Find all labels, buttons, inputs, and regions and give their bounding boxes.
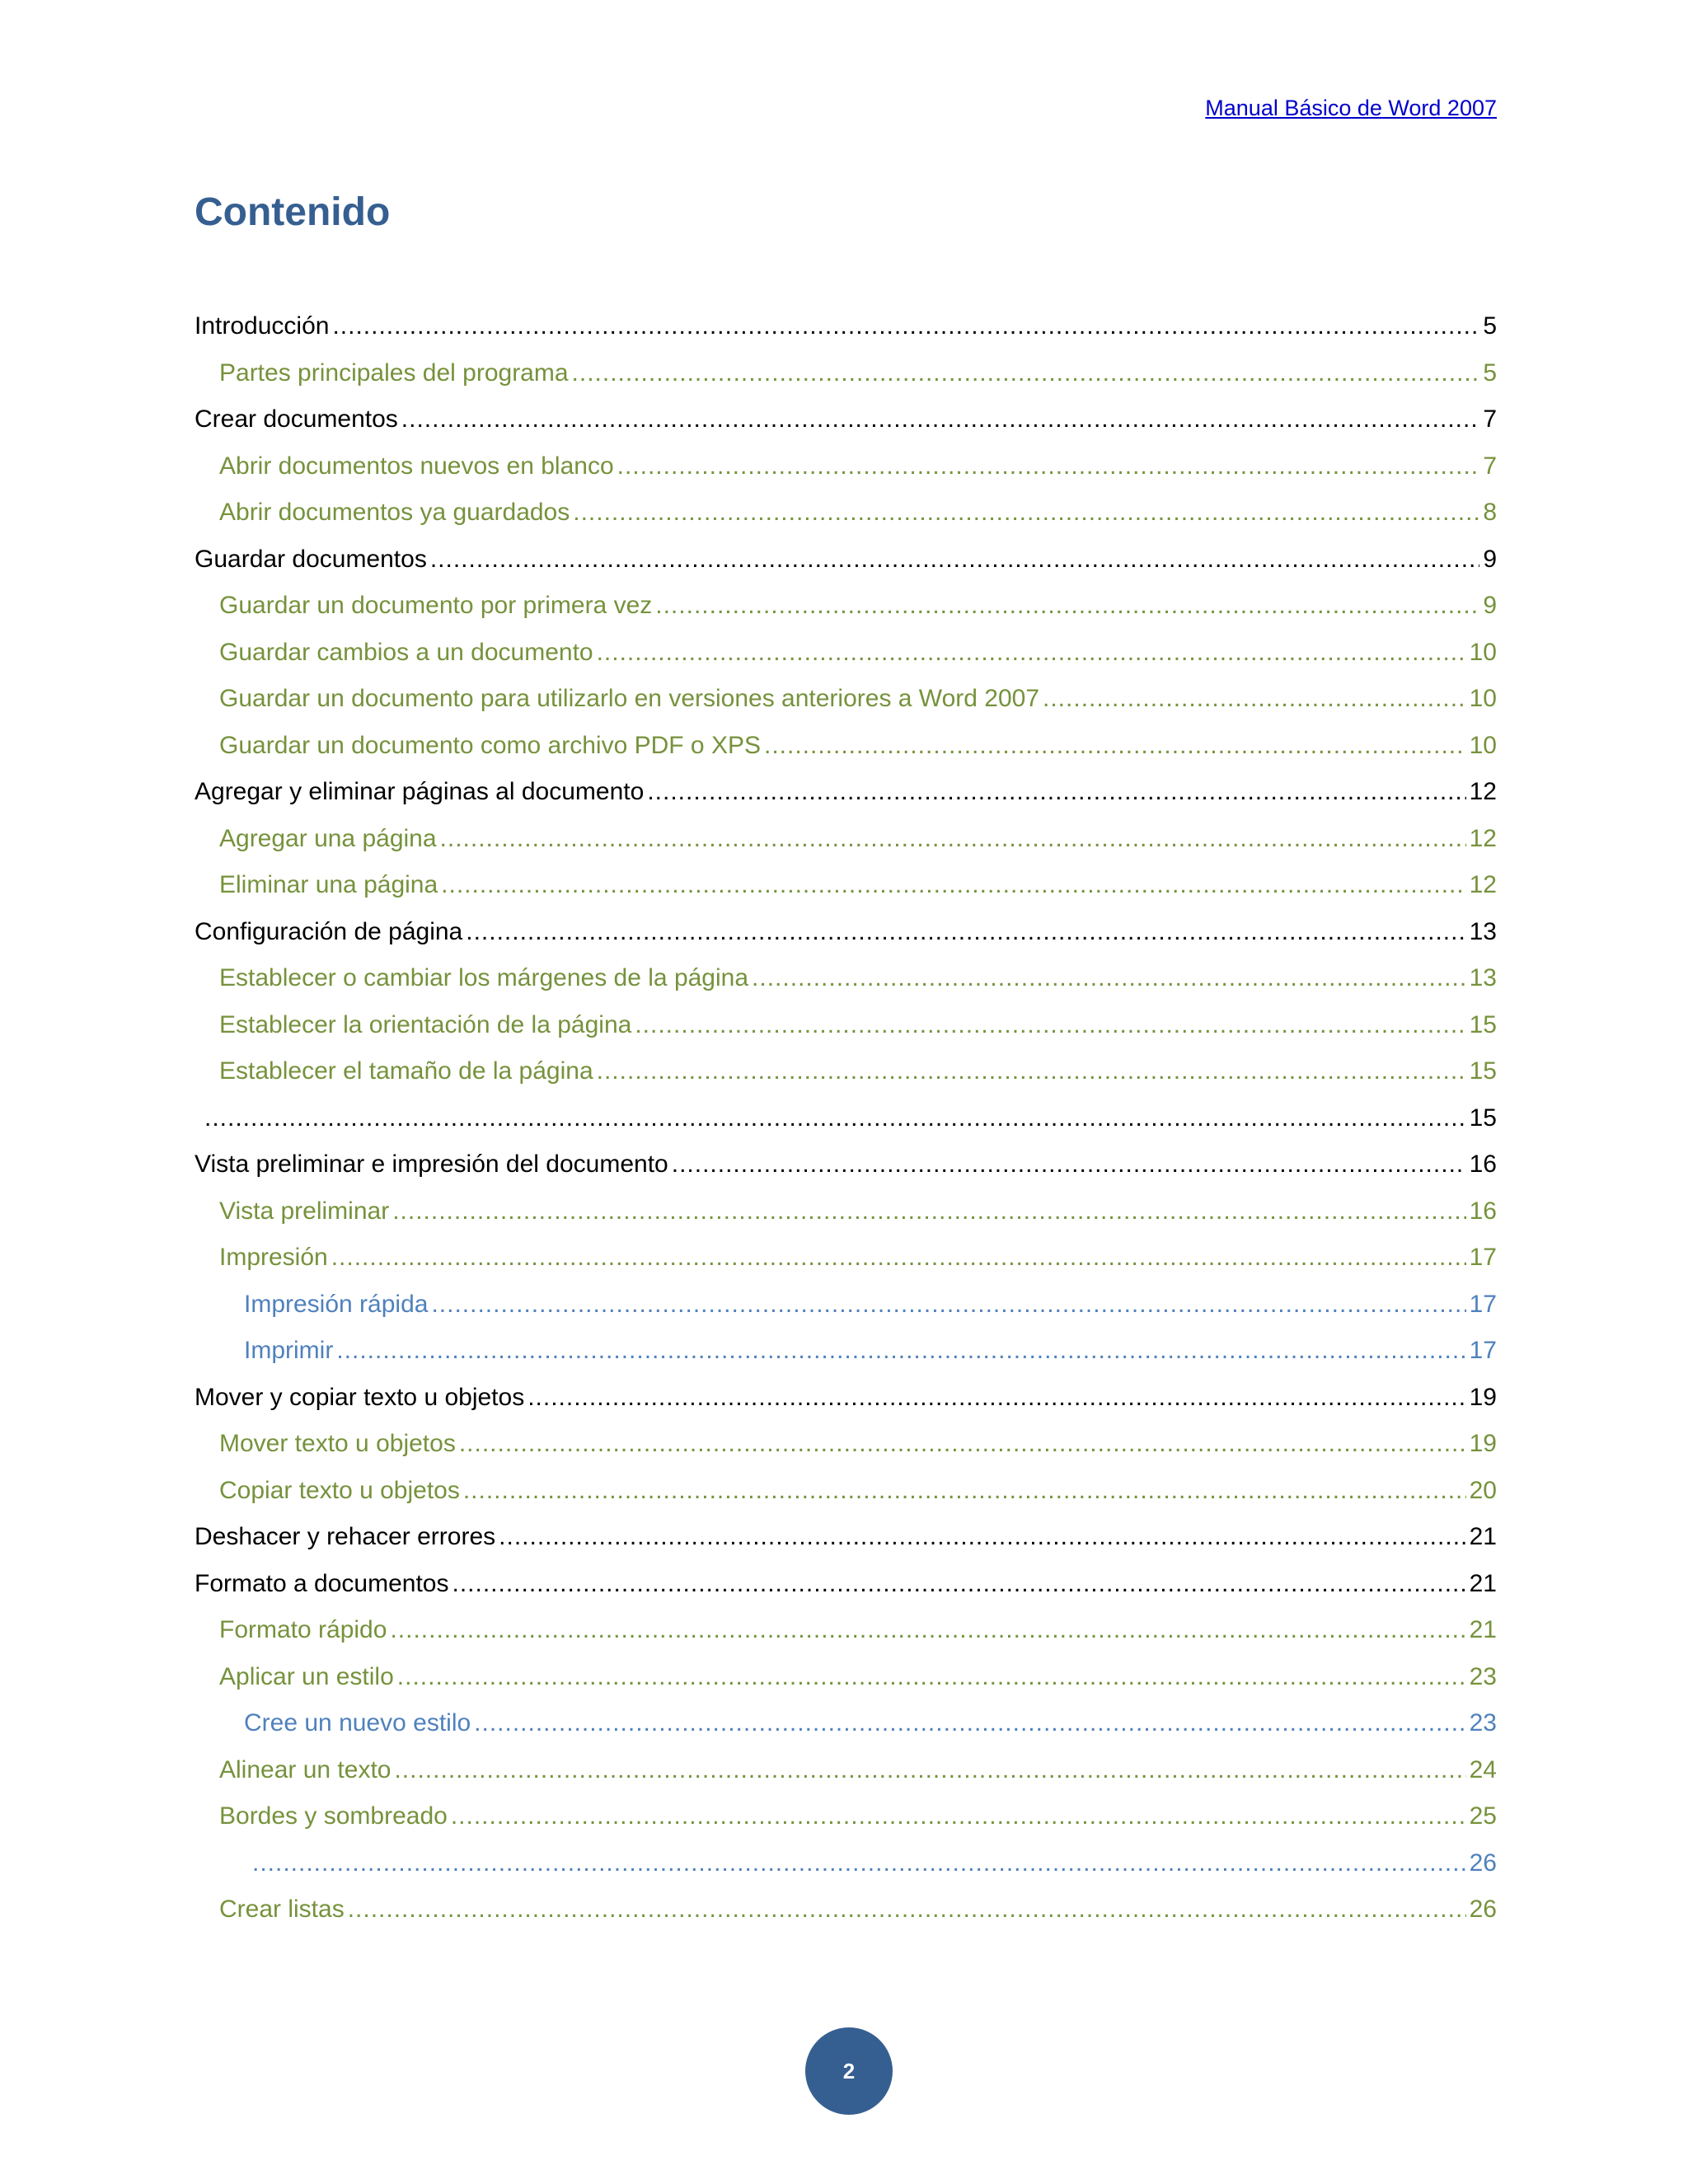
toc-entry-title: Formato rápido	[219, 1616, 387, 1643]
toc-entry-page: 5	[1483, 312, 1497, 340]
toc-entry-title: Alinear un texto	[219, 1755, 392, 1783]
toc-dot-leader	[348, 1886, 1466, 1933]
toc-dot-leader	[459, 1421, 1466, 1468]
toc-dot-leader	[1043, 676, 1466, 723]
toc-entry-title: Vista preliminar	[219, 1197, 390, 1225]
toc-entry[interactable]	[195, 303, 1497, 350]
toc-entry-title: Establecer o cambiar los márgenes de la página	[219, 964, 749, 991]
toc-entry-title: Mover y copiar texto u objetos	[195, 1383, 525, 1411]
toc-entry-title: Abrir documentos nuevos en blanco	[219, 452, 614, 480]
toc-dot-leader	[401, 396, 1480, 443]
toc-dot-leader	[597, 630, 1466, 677]
toc-entry[interactable]	[195, 1095, 1497, 1142]
toc-entry[interactable]	[195, 1747, 1497, 1794]
toc-entry-title: Guardar cambios a un documento	[219, 638, 593, 666]
toc-entry-page: 16	[1469, 1197, 1497, 1225]
toc-entry-title: Bordes y sombreado	[219, 1802, 448, 1830]
toc-entry-page: 10	[1469, 731, 1497, 759]
toc-entry-title: Guardar un documento como archivo PDF o XPS	[219, 731, 761, 759]
toc-entry-page: 21	[1469, 1569, 1497, 1597]
toc-dot-leader	[392, 1188, 1465, 1235]
toc-entry[interactable]	[195, 490, 1497, 537]
toc-entry-title: Crear listas	[219, 1896, 345, 1923]
toc-entry-title: Introducción	[195, 312, 330, 340]
toc-entry[interactable]	[195, 350, 1497, 397]
toc-dot-leader	[463, 1468, 1466, 1515]
toc-entry[interactable]	[195, 1468, 1497, 1515]
toc-entry-page: 23	[1469, 1709, 1497, 1736]
toc-dot-leader	[394, 1747, 1465, 1794]
toc-entry[interactable]	[195, 1375, 1497, 1422]
toc-entry-title: Imprimir	[244, 1337, 334, 1364]
toc-entry[interactable]	[195, 396, 1497, 443]
toc-title: Contenido	[195, 190, 391, 234]
toc-entry-title: Establecer la orientación de la página	[219, 1010, 632, 1038]
toc-entry-title: Guardar un documento por primera vez	[219, 592, 653, 619]
toc-entry-title: Deshacer y rehacer errores	[195, 1523, 496, 1550]
toc-dot-leader	[764, 723, 1466, 770]
toc-entry-title: Agregar una página	[219, 824, 437, 852]
toc-dot-leader	[672, 1141, 1466, 1188]
toc-entry-page: 9	[1483, 592, 1497, 619]
toc-dot-leader	[397, 1654, 1466, 1701]
toc-dot-leader	[452, 1561, 1465, 1608]
toc-dot-leader	[204, 1095, 1466, 1142]
toc-entry-page: 19	[1469, 1430, 1497, 1457]
toc-entry[interactable]	[195, 1793, 1497, 1840]
toc-entry-page: 10	[1469, 638, 1497, 666]
toc-entry-page: 12	[1469, 824, 1497, 852]
toc-entry-page: 7	[1483, 405, 1497, 433]
toc-entry-page: 10	[1469, 685, 1497, 712]
toc-entry-page: 26	[1469, 1849, 1497, 1877]
toc-entry[interactable]	[195, 1654, 1497, 1701]
toc-entry[interactable]	[195, 537, 1497, 583]
toc-entry-page: 12	[1469, 778, 1497, 805]
toc-entry[interactable]	[195, 955, 1497, 1002]
toc-dot-leader	[431, 1282, 1465, 1329]
toc-entry-title: Mover texto u objetos	[219, 1430, 456, 1457]
toc-dot-leader	[440, 816, 1466, 863]
toc-entry-title: Partes principales del programa	[219, 359, 569, 387]
toc-entry-title: Abrir documentos ya guardados	[219, 499, 570, 526]
toc-entry-page: 15	[1469, 1104, 1497, 1132]
toc-entry-page: 16	[1469, 1151, 1497, 1178]
toc-entry[interactable]	[195, 816, 1497, 863]
toc-entry-page: 20	[1469, 1476, 1497, 1504]
toc-entry[interactable]	[195, 1141, 1497, 1188]
toc-dot-leader	[499, 1514, 1465, 1561]
toc-entry-title: Configuración de página	[195, 917, 463, 945]
toc-entry-page: 17	[1469, 1290, 1497, 1318]
page-number: 2	[842, 2058, 856, 2083]
toc-entry[interactable]	[195, 1886, 1497, 1933]
toc-entry-title: Agregar y eliminar páginas al documento	[195, 778, 645, 805]
toc-entry-title: Guardar un documento para utilizarlo en versiones anteriores a Word 2007	[219, 685, 1040, 712]
toc-dot-leader	[390, 1607, 1465, 1654]
toc-entry-title: Formato a documentos	[195, 1569, 449, 1597]
toc-entry-page: 19	[1469, 1383, 1497, 1411]
toc-dot-leader	[252, 1840, 1466, 1887]
toc-entry[interactable]	[195, 1514, 1497, 1561]
toc-entry[interactable]	[195, 1700, 1497, 1747]
toc-entry-page: 13	[1469, 964, 1497, 991]
toc-entry-title: Aplicar un estilo	[219, 1662, 394, 1690]
toc-entry[interactable]	[195, 1048, 1497, 1095]
toc-dot-leader	[617, 443, 1480, 490]
toc-entry-page: 15	[1469, 1057, 1497, 1085]
table-of-contents	[195, 303, 1497, 1933]
toc-entry-page: 26	[1469, 1896, 1497, 1923]
toc-entry-title: Vista preliminar e impresión del documento	[195, 1151, 668, 1178]
toc-dot-leader	[573, 490, 1479, 537]
toc-entry-page: 8	[1483, 499, 1497, 526]
toc-entry-page: 15	[1469, 1010, 1497, 1038]
toc-entry-page: 23	[1469, 1662, 1497, 1690]
toc-entry-title: Impresión	[219, 1244, 328, 1271]
toc-entry-title: Crear documentos	[195, 405, 398, 433]
toc-entry-page: 7	[1483, 452, 1497, 480]
toc-entry[interactable]	[195, 1235, 1497, 1282]
toc-entry[interactable]	[195, 909, 1497, 956]
toc-entry-page: 21	[1469, 1616, 1497, 1643]
toc-entry-page: 25	[1469, 1802, 1497, 1830]
toc-entry-page: 12	[1469, 871, 1497, 898]
toc-dot-leader	[430, 537, 1479, 583]
toc-entry-page: 21	[1469, 1523, 1497, 1550]
toc-dot-leader	[336, 1328, 1465, 1375]
toc-entry[interactable]	[195, 1188, 1497, 1235]
toc-dot-leader	[466, 909, 1465, 956]
toc-entry[interactable]	[195, 1561, 1497, 1608]
toc-dot-leader	[441, 862, 1465, 909]
toc-entry-page: 17	[1469, 1337, 1497, 1364]
toc-entry-title: Cree un nuevo estilo	[244, 1709, 471, 1736]
toc-entry[interactable]	[195, 1607, 1497, 1654]
toc-entry-page: 9	[1483, 545, 1497, 573]
toc-entry-page: 13	[1469, 917, 1497, 945]
toc-entry-title: Establecer el tamaño de la página	[219, 1057, 593, 1085]
page-number-badge	[805, 2027, 893, 2115]
toc-dot-leader	[635, 1002, 1465, 1049]
toc-dot-leader	[647, 769, 1465, 816]
toc-entry-title: Impresión rápida	[244, 1290, 429, 1318]
toc-entry[interactable]	[195, 862, 1497, 909]
toc-dot-leader	[572, 350, 1480, 397]
toc-dot-leader	[528, 1375, 1465, 1422]
toc-dot-leader	[655, 583, 1479, 630]
toc-entry-title: Copiar texto u objetos	[219, 1476, 460, 1504]
toc-entry-title: Guardar documentos	[195, 545, 427, 573]
toc-entry[interactable]	[195, 1002, 1497, 1049]
toc-entry[interactable]	[195, 769, 1497, 816]
toc-entry[interactable]	[195, 1421, 1497, 1468]
toc-entry-page: 24	[1469, 1755, 1497, 1783]
toc-entry[interactable]	[195, 583, 1497, 630]
toc-dot-leader	[331, 1235, 1466, 1282]
toc-dot-leader	[474, 1700, 1465, 1747]
toc-dot-leader	[752, 955, 1466, 1002]
toc-entry[interactable]	[195, 1282, 1497, 1329]
toc-entry[interactable]	[195, 723, 1497, 770]
toc-entry[interactable]	[195, 630, 1497, 677]
toc-entry-title: Eliminar una página	[219, 871, 438, 898]
toc-entry-page: 17	[1469, 1244, 1497, 1271]
toc-entry[interactable]	[195, 443, 1497, 490]
toc-entry-page: 5	[1483, 359, 1497, 387]
header-manual-link[interactable]: Manual Básico de Word 2007	[1205, 96, 1497, 120]
toc-dot-leader	[597, 1048, 1466, 1095]
toc-dot-leader	[451, 1793, 1466, 1840]
toc-dot-leader	[332, 303, 1479, 350]
toc-entry[interactable]	[195, 676, 1497, 723]
toc-entry[interactable]	[195, 1328, 1497, 1375]
toc-entry[interactable]	[195, 1840, 1497, 1887]
